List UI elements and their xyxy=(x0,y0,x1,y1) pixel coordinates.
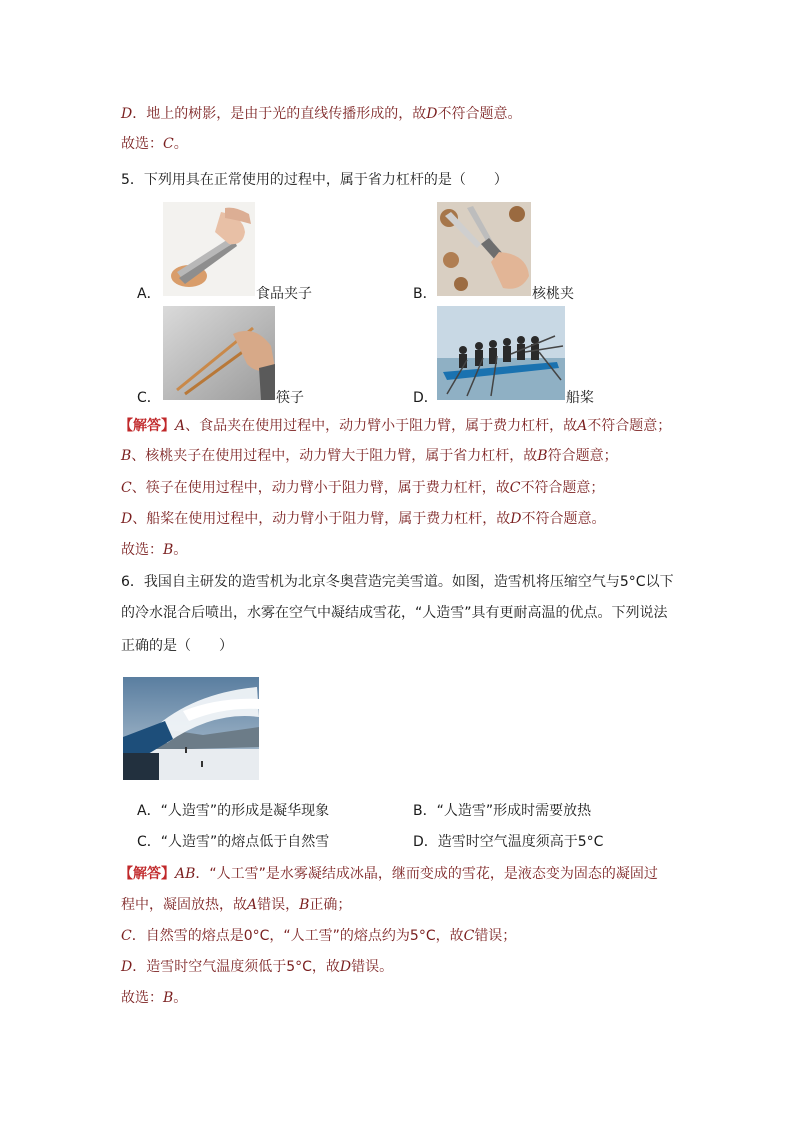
text: 。 xyxy=(173,136,188,152)
q5-option-a-caption: 食品夹子 xyxy=(256,286,312,302)
q5-explanation-b xyxy=(121,446,618,466)
text: 不符合题意； xyxy=(587,418,672,434)
text: 故选： xyxy=(121,990,163,1006)
text: 程中，凝固放热，故 xyxy=(121,897,247,913)
q6-option-a: A．“人造雪”的形成是凝华现象 xyxy=(137,803,330,819)
food-tongs-photo xyxy=(163,202,255,296)
prev-option-d-explanation xyxy=(121,104,521,124)
q6-stem-line1: 6．我国自主研发的造雪机为北京冬奥营造完美雪道。如图，造雪机将压缩空气与5°C以下 xyxy=(121,574,674,590)
letter: A xyxy=(175,418,186,434)
text: 错误， xyxy=(257,897,300,913)
letter: D xyxy=(121,511,133,527)
snow-machine-photo xyxy=(123,677,259,780)
text: 、食品夹在使用过程中，动力臂小于阻力臂，属于费力杠杆，故 xyxy=(185,418,578,434)
letter: B xyxy=(299,897,310,913)
letter: C xyxy=(121,928,132,944)
q6-option-c: C．“人造雪”的熔点低于自然雪 xyxy=(137,834,330,850)
q5-option-c-letter: C． xyxy=(137,390,161,406)
rowing-boat-photo xyxy=(437,306,565,400)
letter: B xyxy=(163,542,174,558)
text: 。 xyxy=(173,542,188,558)
q5-option-b-letter: B． xyxy=(413,286,437,302)
text: 错误。 xyxy=(351,959,394,975)
text: 错误； xyxy=(474,928,517,944)
q5-option-b-caption: 核桃夹 xyxy=(532,286,574,302)
q5-explanation-a xyxy=(119,416,671,436)
letter: B xyxy=(163,990,174,1006)
text: 、筷子在使用过程中，动力臂小于阻力臂，属于费力杠杆，故 xyxy=(131,480,510,496)
letter: AB xyxy=(175,866,196,882)
answer-tag: 【解答】 xyxy=(119,866,175,882)
prev-answer xyxy=(121,134,188,154)
q6-explanation-line4 xyxy=(121,957,393,977)
q6-stem-line2: 的冷水混合后喷出，水雾在空气中凝结成雪花，“人造雪”具有更耐高温的优点。下列说法 xyxy=(121,605,668,621)
q6-answer xyxy=(121,988,187,1008)
letter: C xyxy=(163,136,174,152)
text: 故选： xyxy=(121,542,163,558)
letter: D xyxy=(339,959,352,975)
letter: D xyxy=(426,106,438,122)
q5-option-d-caption: 船桨 xyxy=(566,390,594,406)
text: 故选： xyxy=(121,136,163,152)
text: 正确； xyxy=(309,897,352,913)
text: ．地上的树影，是由于光的直线传播形成的，故 xyxy=(132,106,427,122)
letter: B xyxy=(121,448,132,464)
q5-stem: 5．下列用具在正常使用的过程中，属于省力杠杆的是（ ） xyxy=(121,172,508,188)
text: 不符合题意。 xyxy=(521,511,606,527)
q5-option-a-letter: A． xyxy=(137,286,161,302)
q6-option-d: D．造雪时空气温度须高于5°C xyxy=(413,834,604,850)
q6-option-b: B．“人造雪”形成时需要放热 xyxy=(413,803,592,819)
q5-answer xyxy=(121,540,187,560)
q6-explanation-line2 xyxy=(121,895,351,915)
q6-explanation-line1 xyxy=(119,864,658,884)
nutcracker-photo xyxy=(437,202,531,296)
letter: A xyxy=(247,897,258,913)
letter: D xyxy=(121,959,133,975)
q5-explanation-c xyxy=(121,478,604,498)
answer-tag: 【解答】 xyxy=(119,418,175,434)
q5-explanation-d xyxy=(121,509,605,529)
q6-stem-line3: 正确的是（ ） xyxy=(121,638,233,654)
letter: D xyxy=(121,106,133,122)
letter: C xyxy=(463,928,475,944)
q6-explanation-line3 xyxy=(121,926,516,946)
text: ．造雪时空气温度须低于5°C，故 xyxy=(132,959,340,975)
text: ．自然雪的熔点是0°C，“人工雪”的熔点约为5°C，故 xyxy=(131,928,464,944)
text: 、船桨在使用过程中，动力臂小于阻力臂，属于费力杠杆，故 xyxy=(132,511,511,527)
q5-option-c-caption: 筷子 xyxy=(276,390,304,406)
letter: C xyxy=(121,480,132,496)
text: 不符合题意； xyxy=(520,480,605,496)
text: 。 xyxy=(173,990,188,1006)
letter: C xyxy=(509,480,521,496)
text: 不符合题意。 xyxy=(437,106,522,122)
text: 、核桃夹子在使用过程中，动力臂大于阻力臂，属于省力杠杆，故 xyxy=(131,448,538,464)
letter: B xyxy=(537,448,548,464)
q5-option-d-letter: D． xyxy=(413,390,438,406)
chopsticks-photo xyxy=(163,306,275,400)
letter: D xyxy=(510,511,522,527)
text: ．“人工雪”是水雾凝结成冰晶，继而变成的雪花，是液态变为固态的凝固过 xyxy=(195,866,658,882)
text: 符合题意； xyxy=(547,448,618,464)
letter: A xyxy=(577,418,588,434)
